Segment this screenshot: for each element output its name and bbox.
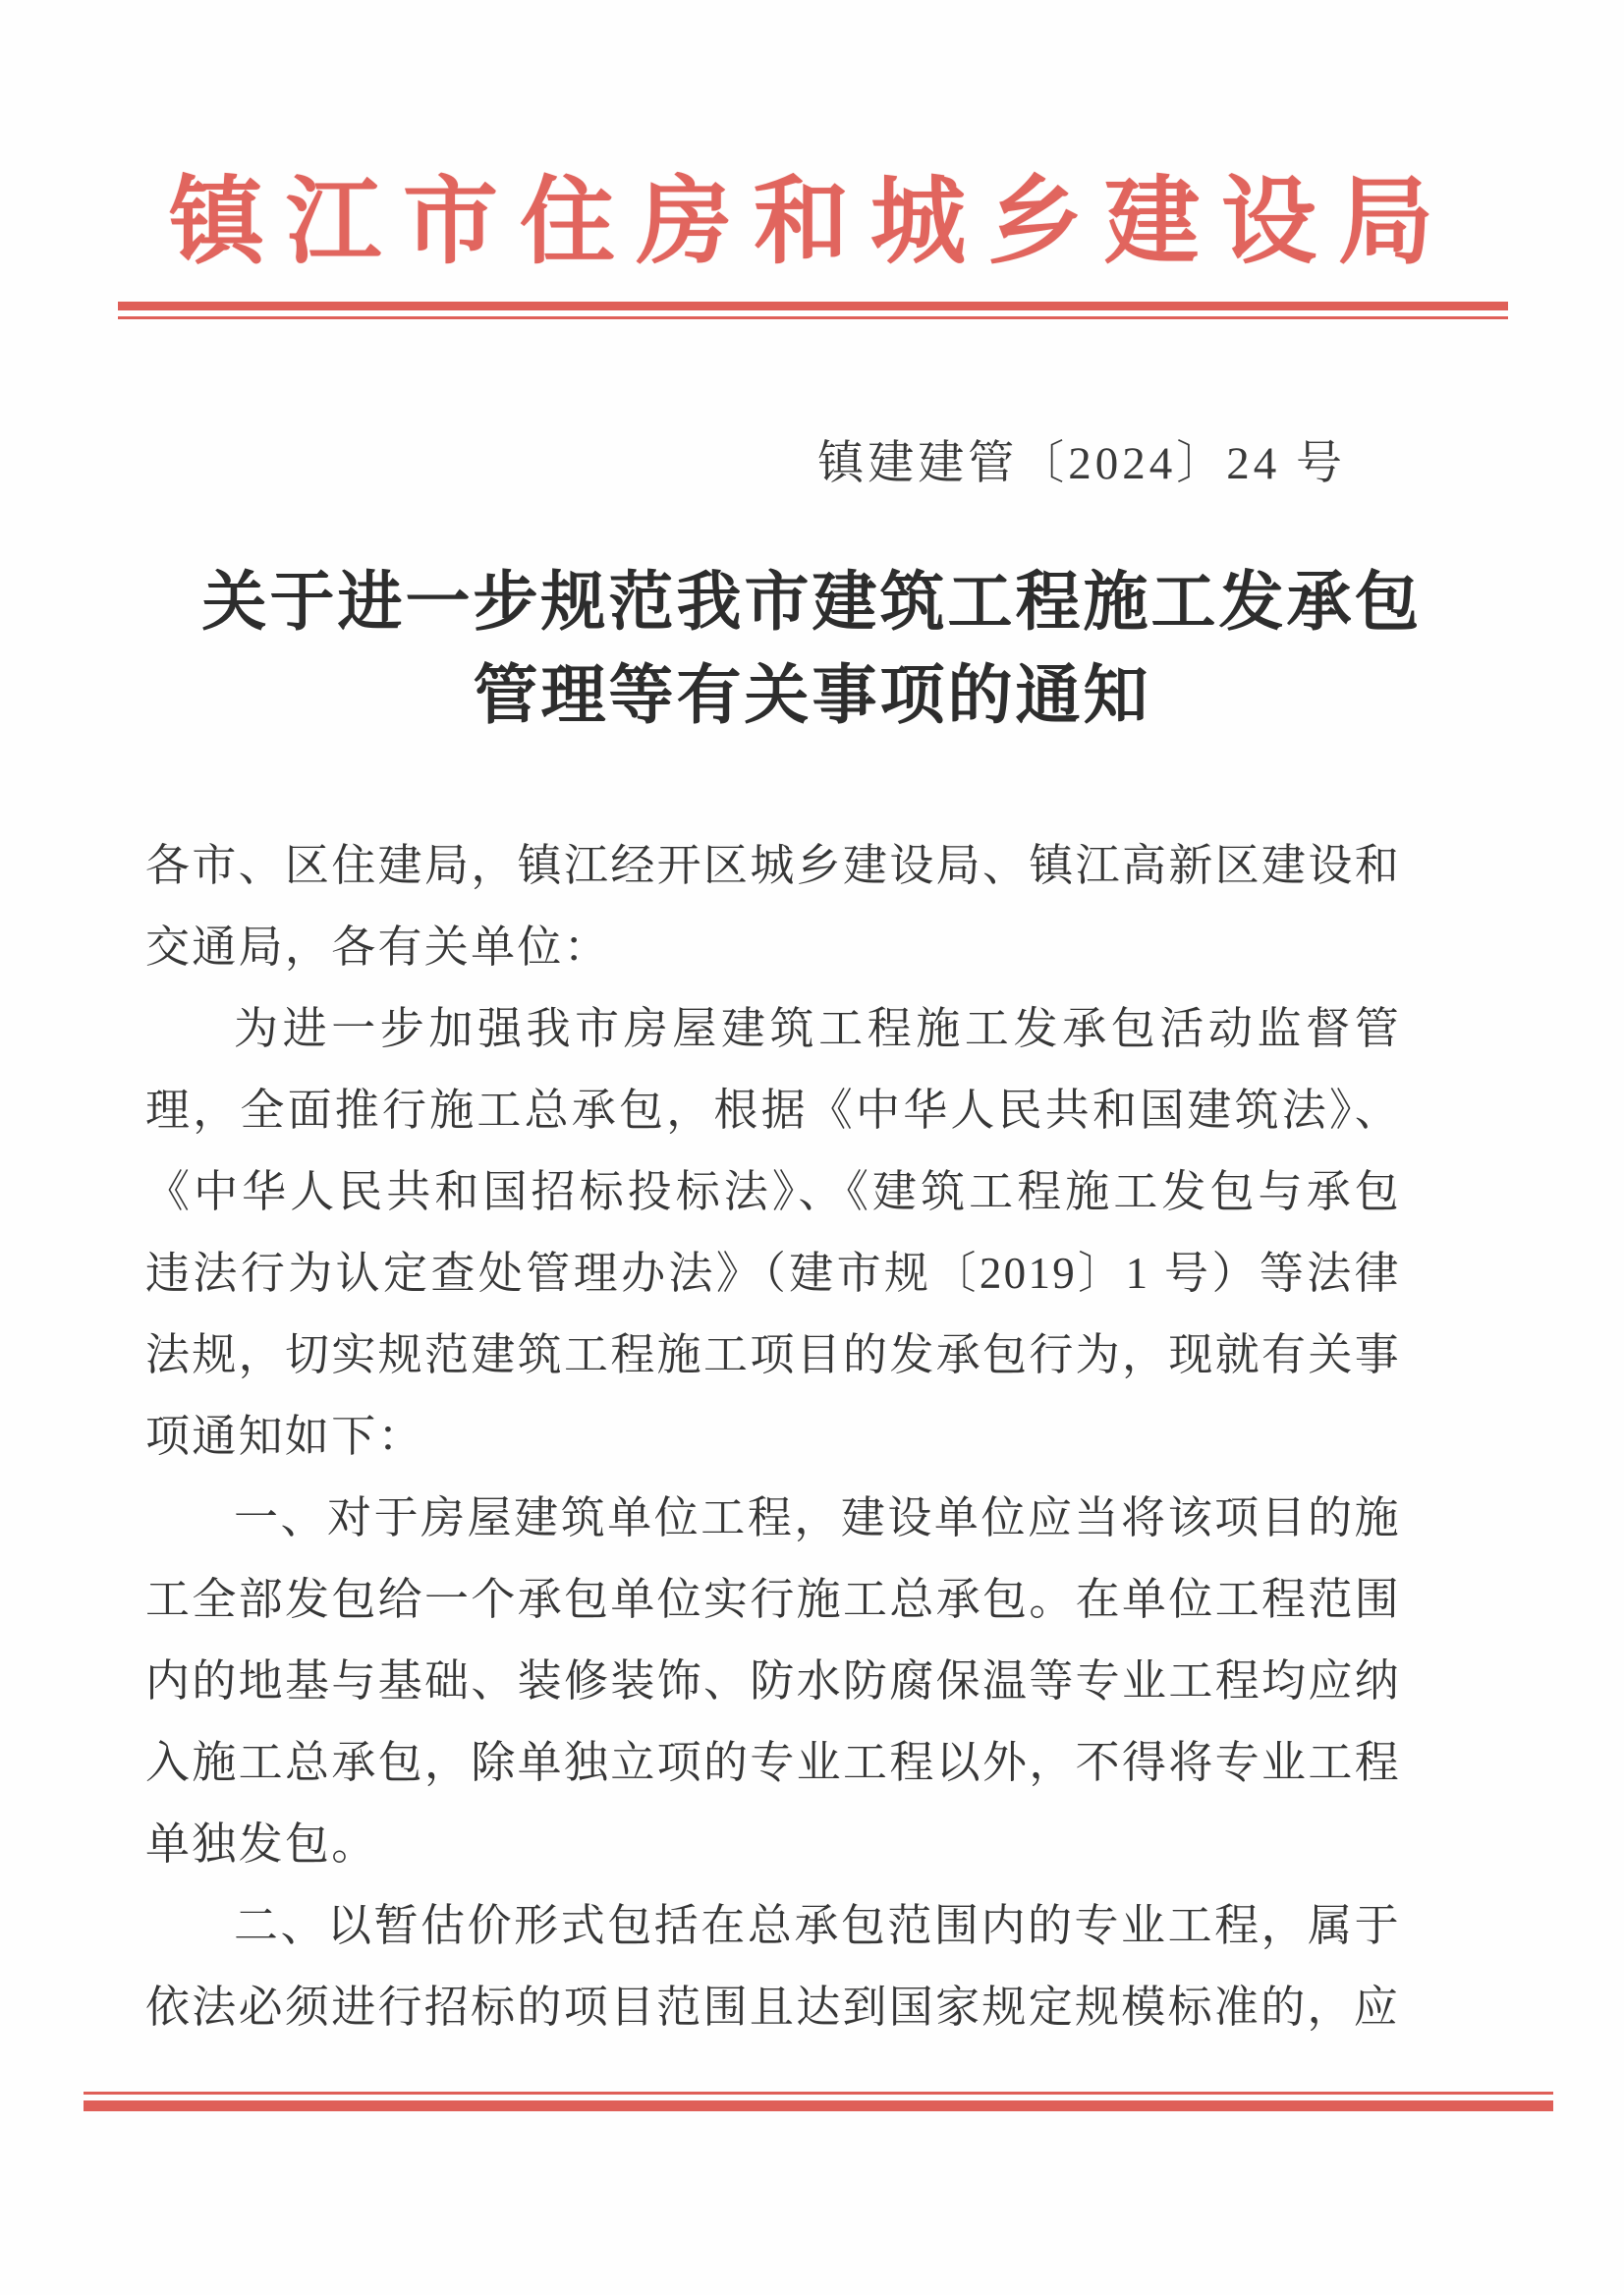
body-paragraph-3-truncated: 二、以暂估价形式包括在总承包范围内的专业工程，属于依法必须进行招标的项目范围且达到国家规定规模标准的，应 — [145, 1901, 1401, 2032]
document-title-line2: 管理等有关事项的通知 — [473, 660, 1151, 732]
document-body — [145, 825, 1401, 2048]
letterhead-rule-thick — [118, 302, 1508, 310]
letterhead-agency-name: 镇江市住房和城乡建设局 — [169, 170, 1455, 275]
document-number: 镇建建管〔2024〕24 号 — [817, 438, 1346, 489]
body-paragraph-1: 为进一步加强我市房屋建筑工程施工发承包活动监督管理，全面推行施工总承包，根据《中华人民共和国建筑法》、《中华人民共和国招标投标法》、《建筑工程施工发包与承包违法行为认定查处管理办法》（建市规〔2019〕1 号）等法律法规，切实规范建筑工程施工项目的发承包行为，现就有关事项通知如下： — [145, 1004, 1401, 1461]
letterhead-double-rule — [118, 302, 1508, 319]
letterhead-rule-thin — [118, 316, 1508, 319]
body-paragraph-2: 一、对于房屋建筑单位工程，建设单位应当将该项目的施工全部发包给一个承包单位实行施工总承包。在单位工程范围内的地基与基础、装修装饰、防水防腐保温等专业工程均应纳入施工总承包，除单独立项的专业工程以外，不得将专业工程单独发包。 — [145, 1493, 1401, 1869]
salutation-paragraph: 各市、区住建局，镇江经开区城乡建设局、镇江高新区建设和交通局，各有关单位： — [145, 841, 1401, 972]
footer-double-rule — [84, 2092, 1553, 2111]
footer-rule-thick — [84, 2100, 1553, 2111]
document-title — [0, 556, 1624, 743]
footer-rule-thin — [84, 2092, 1553, 2095]
document-title-line1: 关于进一步规范我市建筑工程施工发承包 — [201, 567, 1423, 639]
